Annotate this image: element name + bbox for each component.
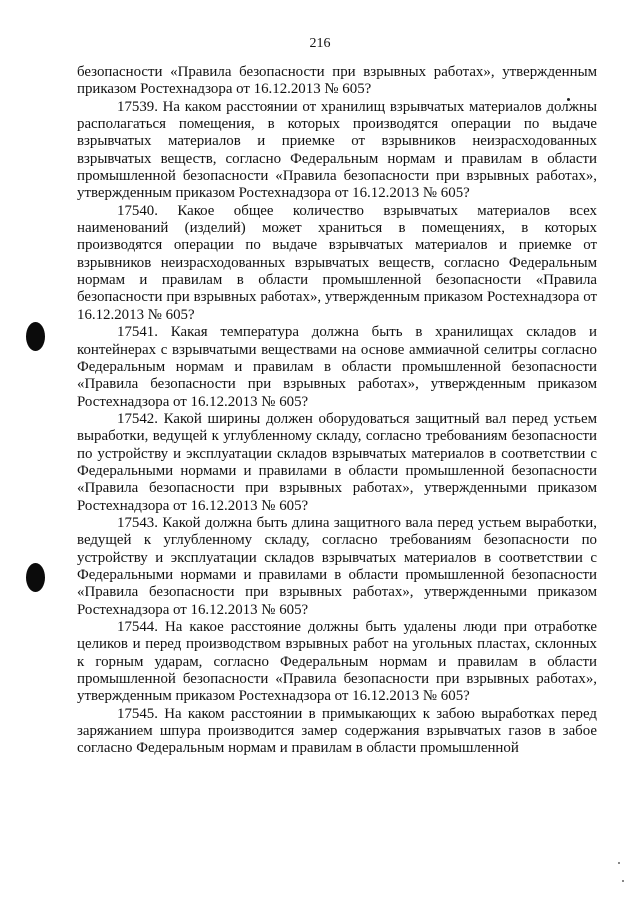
question-17539: 17539. На каком расстоянии от хранилищ взрывчатых материалов должны располагаться помещения, в которых производятся операции по выдаче взрывчатых материалов и приемке от взрывников неизрасходованных взрывчатых веществ, согласно Федеральным нормам и правилам в области промышленной безопасности «Правила безопасности при взрывных работах», утвержденным приказом Ростехнадзора от 16.12.2013 № 605? [77, 98, 597, 202]
question-17541: 17541. Какая температура должна быть в хранилищах складов и контейнерах с взрывчатыми веществами на основе аммиачной селитры согласно Федеральным нормам и правилам в области промышленной безопасности «Правила безопасности при взрывных работах», утвержденным приказом Ростехнадзора от 16.12.2013 № 605? [77, 324, 597, 410]
scan-speck-edge [618, 862, 620, 864]
scan-speck-edge [622, 880, 624, 882]
question-17545: 17545. На каком расстоянии в примыкающих к забою выработках перед заряжанием шпура производится замер содержания взрывчатых газов в забое согласно Федеральным нормам и правилам в области промышленной [77, 705, 597, 757]
punch-hole-bottom [26, 563, 45, 592]
question-17543: 17543. Какой должна быть длина защитного вала перед устьем выработки, ведущей к углубленному складу, согласно требованиям безопасности по устройству и эксплуатации складов взрывчатых материалов в соответствии с Федеральными нормами и правилами в области промышленной безопасности «Правила безопасности при взрывных работах», утвержденными приказом Ростехнадзора от 16.12.2013 № 605? [77, 514, 597, 618]
punch-hole-top [26, 322, 45, 351]
question-17544: 17544. На какое расстояние должны быть удалены люди при отработке целиков и перед производством взрывных работ на угольных пластах, склонных к горным ударам, согласно Федеральным нормам и правилам в области промышленной безопасности «Правила безопасности при взрывных работах», утвержденным приказом Ростехнадзора от 16.12.2013 № 605? [77, 619, 597, 705]
paragraph-continued: безопасности «Правила безопасности при взрывных работах», утвержденным приказом Ростехнадзора от 16.12.2013 № 605? [77, 64, 597, 98]
question-17542: 17542. Какой ширины должен оборудоваться защитный вал перед устьем выработки, ведущей к углубленному складу, согласно требованиям безопасности по устройству и эксплуатации складов взрывчатых материалов в соответствии с Федеральными нормами и правилами в области промышленной безопасности «Правила безопасности при взрывных работах», утвержденными приказом Ростехнадзора от 16.12.2013 № 605? [77, 410, 597, 514]
question-17540: 17540. Какое общее количество взрывчатых материалов всех наименований (изделий) может храниться в помещениях, в которых производятся операции по выдаче взрывчатых материалов и приемке от взрывников неизрасходованных взрывчатых веществ, согласно Федеральным нормам и правилам в области промышленной безопасности «Правила безопасности при взрывных работах», утвержденным приказом Ростехнадзора от 16.12.2013 № 605? [77, 202, 597, 323]
document-body [77, 64, 597, 758]
page-number: 216 [309, 36, 331, 51]
